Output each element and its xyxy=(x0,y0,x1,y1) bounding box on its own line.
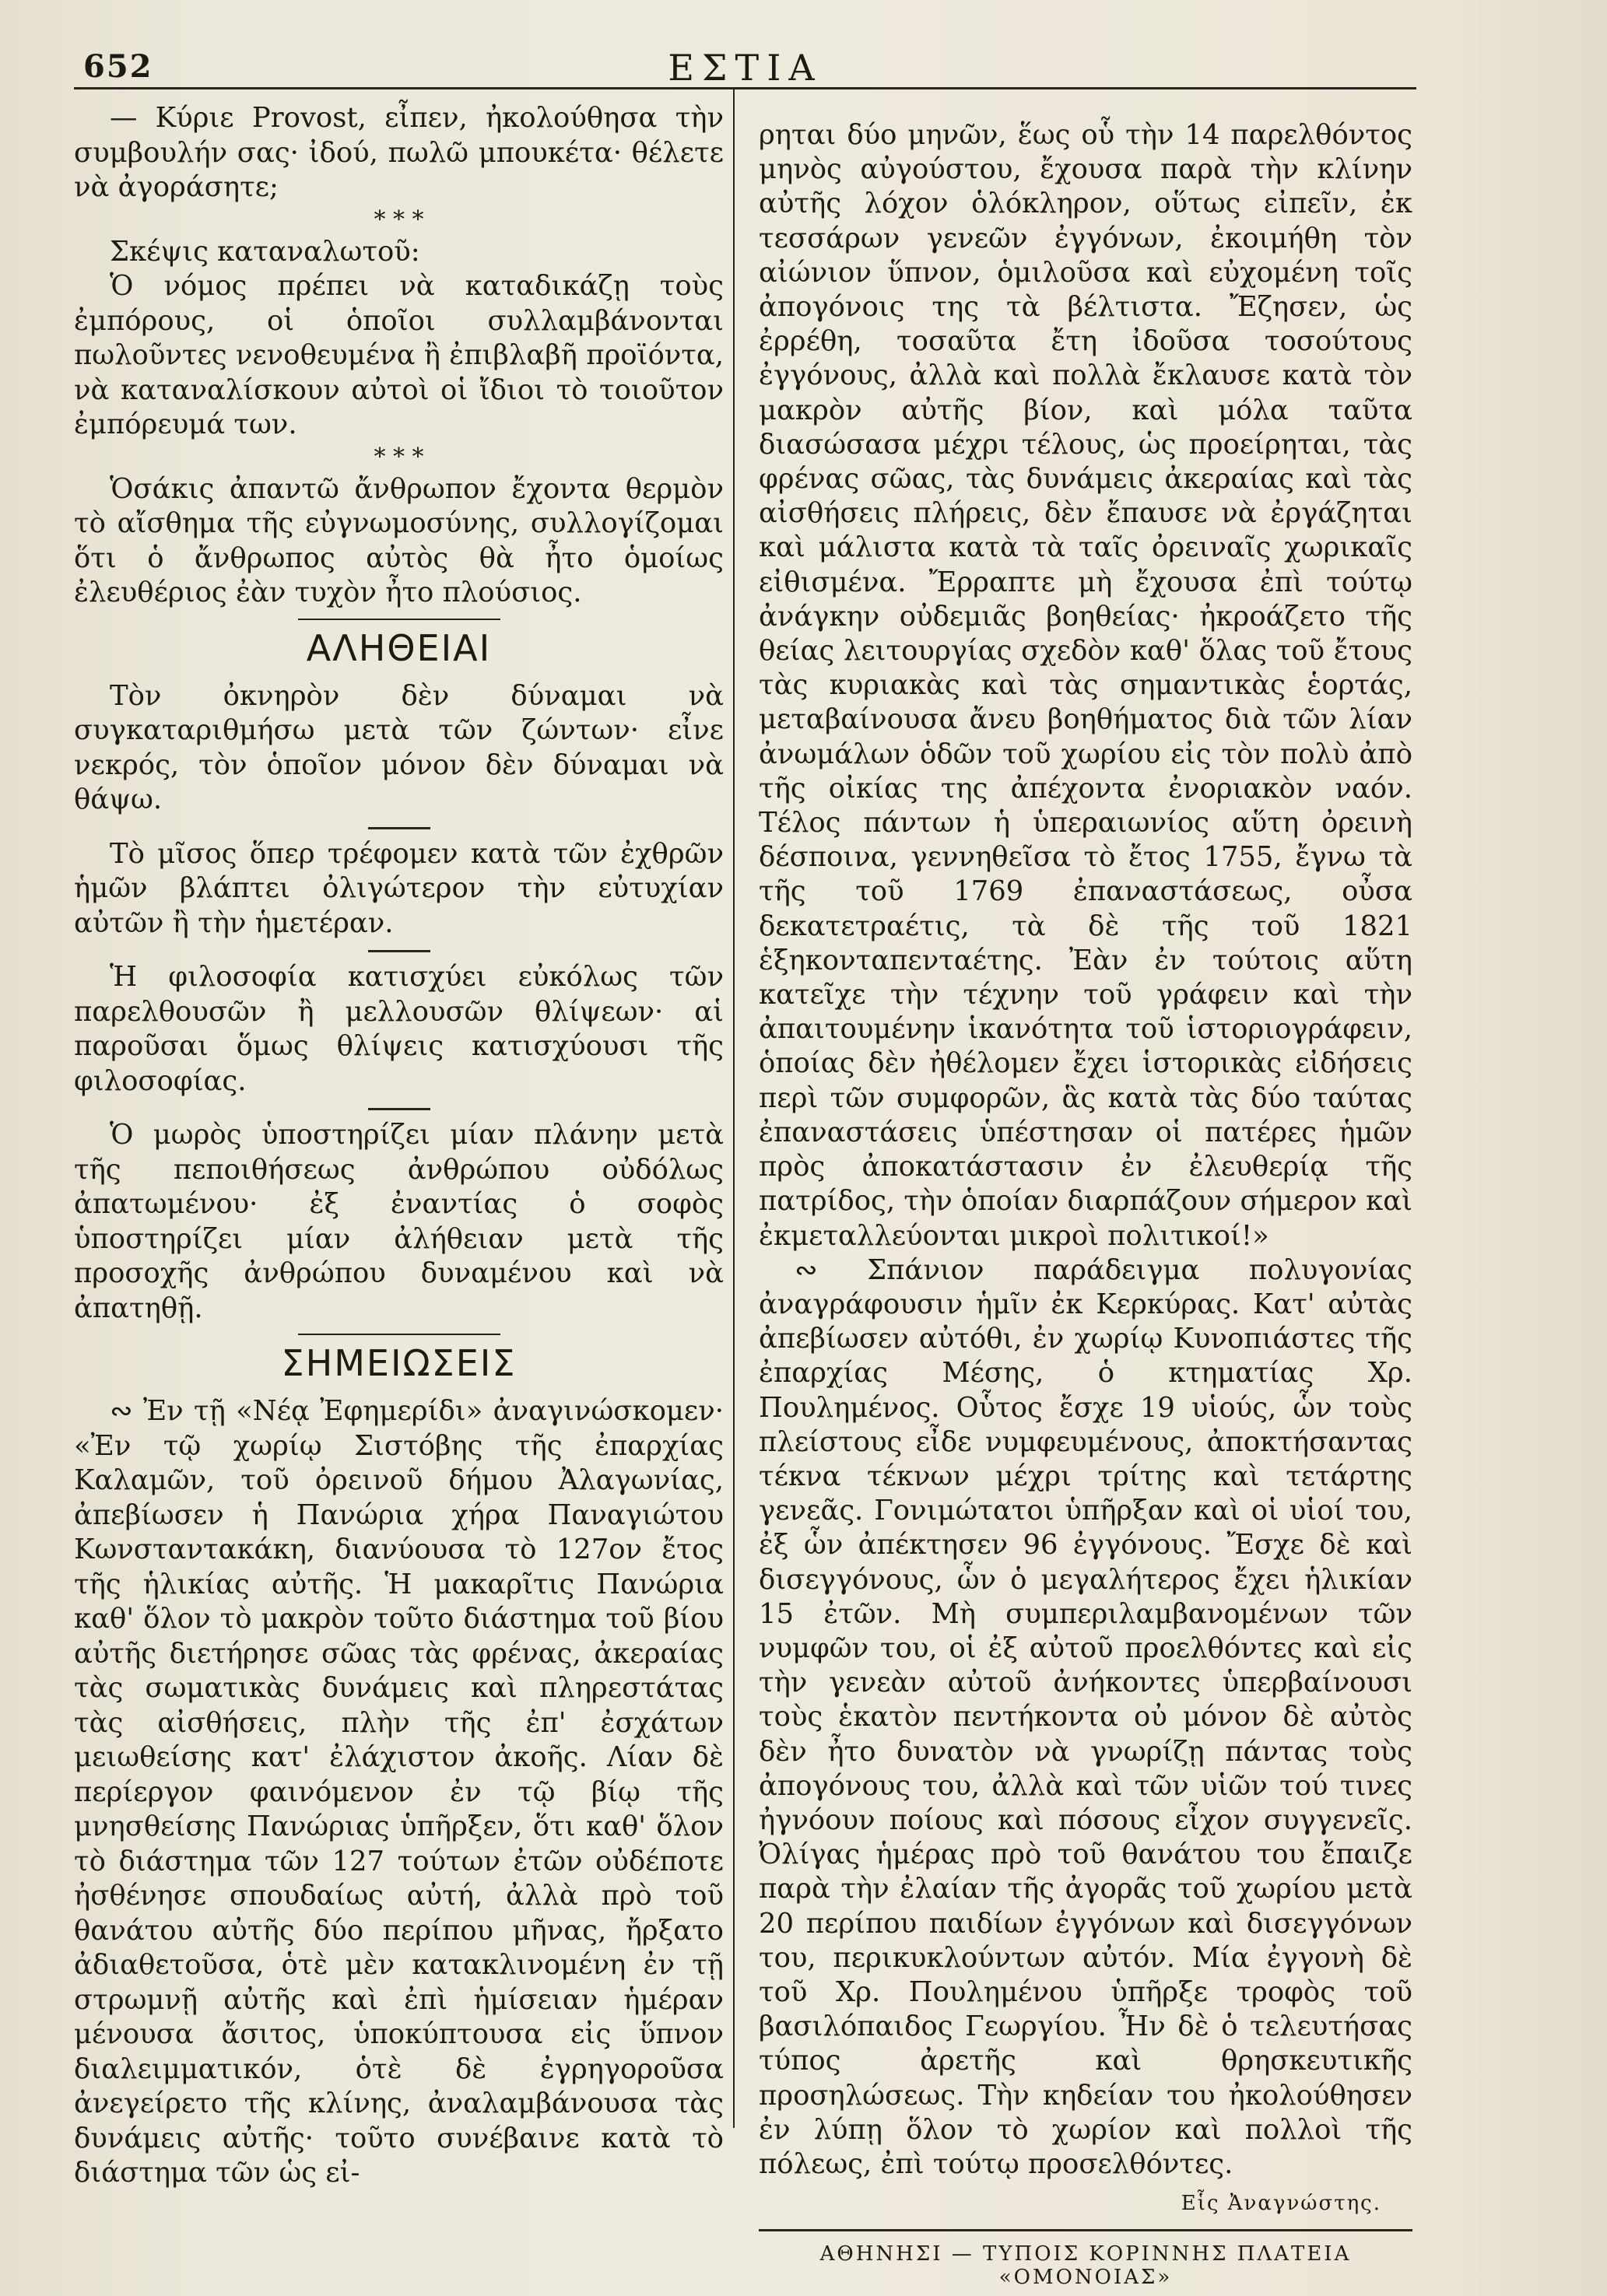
page-number: 652 xyxy=(83,48,153,85)
aphorism-paragraph: Ὁσάκις ἀπαντῶ ἄνθρωπον ἔχοντα θερμὸν τὸ αἴσθημα τῆς εὐγνωμοσύνης, συλλογίζομαι ὅτι ὁ ἄνθρωπος αὐτὸς θὰ ἦτο ὁμοίως ἐλευθέριος ἐὰν τυχὸν ἦτο πλούσιος. xyxy=(74,472,724,608)
column-divider xyxy=(733,89,735,2128)
note-paragraph: ∾ Ἐν τῇ «Νέᾳ Ἐφημερίδι» ἀναγινώσκομεν· «Ἐν τῷ χωρίῳ Σιστόβης τῆς ἐπαρχίας Καλαμῶν, τοῦ ὀρεινοῦ δήμου Ἀλαγωνίας, ἀπεβίωσεν ἡ Πανώρια χήρα Παναγιώτου Κωνσταντακάκη, διανύουσα τὸ 127ον ἔτος τῆς ἡλικίας αὐτῆς. Ἡ μακαρῖτις Πανώρια καθ' ὅλον τὸ μακρὸν τοῦτο διάστημα τοῦ βίου αὐτῆς διετήρησε σῶας τὰς φρένας, ἀκεραίας τὰς σωματικὰς δυνάμεις καὶ πληρεστάτας τὰς αἰσθήσεις, πλὴν τῆς ἐπ' ἐσχάτων μειωθείσης κατ' ἐλάχιστον ἀκοῆς. Λίαν δὲ περίεργον φαινόμενον ἐν τῷ βίῳ τῆς μνησθείσης Πανώριας ὑπῆρξεν, ὅτι καθ' ὅλον τὸ διάστημα τῶν 127 τούτων ἐτῶν οὐδέποτε ἠσθένησε σπουδαίως αὐτή, ἀλλὰ πρὸ τοῦ θανάτου αὐτῆς δύο περίπου μῆνας, ἤρξατο ἀδιαθετοῦσα, ὁτὲ μὲν κατακλινομένη ἐν τῇ στρωμνῇ αὐτῆς καὶ ἐπὶ ἡμίσειαν ἡμέραν μένουσα ἄσιτος, ὑποκύπτουσα εἰς ὕπνον διαλειμματικόν, ὁτὲ δὲ ἐγρηγοροῦσα ἀνεγείρετο τῆς κλίνης, ἀναλαμβάνουσα τὰς δυνάμεις αὐτῆς· τοῦτο συνέβαινε κατὰ τὸ διάστημα τῶν ὡς εἰ- xyxy=(74,1395,724,2189)
section-asterisks: * * * xyxy=(374,443,424,471)
right-column xyxy=(759,118,1412,2221)
page-header xyxy=(74,40,1416,89)
section-title-notes: ΣΗΜΕΙΩΣΕΙΣ xyxy=(281,1342,517,1384)
section-rule xyxy=(298,1334,500,1335)
short-rule xyxy=(368,950,430,952)
aphorism-paragraph: Ὁ νόμος πρέπει νὰ καταδικάζῃ τοὺς ἐμπόρους, οἱ ὁποῖοι συλλαμβάνονται πωλοῦντες νενοθευμένα ἢ ἐπιβλαβῆ προϊόντα, νὰ καταναλίσκουν αὐτοὶ οἱ ἴδιοι τὸ τοιοῦτον ἐμπόρευμά των. xyxy=(74,270,724,440)
aphorism-heading: Σκέψις καταναλωτοῦ: xyxy=(110,235,420,268)
section-rule xyxy=(298,619,500,620)
short-rule xyxy=(368,1108,430,1110)
printer-imprint: ΑΘΗΝΗΣΙ — ΤΥΠΟΙΣ ΚΟΡΙΝΝΗΣ ΠΛΑΤΕΙΑ «ΟΜΟΝΟΙΑΣ» xyxy=(759,2229,1412,2289)
signature: Εἷς Ἀναγνώστης. xyxy=(1181,2192,1381,2216)
section-title-truths: ΑΛΗΘΕΙΑΙ xyxy=(306,626,492,669)
journal-title: ΕΣΤΙΑ xyxy=(668,47,823,89)
short-rule xyxy=(368,827,430,829)
note-paragraph: ∾ Σπάνιον παράδειγμα πολυγονίας ἀναγράφουσιν ἡμῖν ἐκ Κερκύρας. Κατ' αὐτὰς ἀπεβίωσεν αὐτόθι, ἐν χωρίῳ Κυνοπιάστες τῆς ἐπαρχίας Μέσης, ὁ κτηματίας Χρ. Πουλημένος. Οὗτος ἔσχε 19 υἱούς, ὧν τοὺς πλείστους εἶδε νυμφευμένους, ἀποκτήσαντας τέκνα τέκνων μέχρι τρίτης καὶ τετάρτης γενεᾶς. Γονιμώτατοι ὑπῆρξαν καὶ οἱ υἱοί του, ἐξ ὧν ἀπέκτησεν 96 ἐγγόνους. Ἔσχε δὲ καὶ δισεγγόνους, ὧν ὁ μεγαλήτερος ἔχει ἡλικίαν 15 ἐτῶν. Μὴ συμπεριλαμβανομένων τῶν νυμφῶν του, οἱ ἐξ αὐτοῦ προελθόντες καὶ εἰς τὴν γενεὰν αὐτοῦ ἀνήκοντες ὑπερβαίνουσι τοὺς ἑκατὸν πεντήκοντα οὐ μόνον δὲ αὐτὸς δὲν ἦτο δυνατὸν νὰ γνωρίζῃ πάντας τοὺς ἀπογόνους του, ἀλλὰ καὶ τῶν υἱῶν τού τινες ἠγνόουν ποίους καὶ πόσους εἶχον συγγενεῖς. Ὀλίγας ἡμέρας πρὸ τοῦ θανάτου του ἔπαιζε παρὰ τὴν ἐλαίαν τῆς ἀγορᾶς τοῦ χωρίου μετὰ 20 περίπου παιδίων ἐγγόνων καὶ δισεγγόνων του, περικυκλούντων αὐτόν. Μία ἐγγονὴ δὲ τοῦ Χρ. Πουλημένου ὑπῆρξε τροφὸς τοῦ βασιλόπαιδος Γεωργίου. Ἦν δὲ ὁ τελευτήσας τύπος ἀρετῆς καὶ θρησκευτικῆς προσηλώσεως. Τὴν κηδείαν του ἠκολούθησεν ἐν λύπῃ ὅλον τὸ χωρίον καὶ πολλοὶ τῆς πόλεως, ἐπὶ τούτῳ προσελθόντες. xyxy=(759,1253,1412,2180)
note-continuation: ρηται δύο μηνῶν, ἕως οὗ τὴν 14 παρελθόντος μηνὸς αὐγούστου, ἔχουσα παρὰ τὴν κλίνην αὐτῆς λόχον ὁλόκληρον, οὕτως εἰπεῖν, ἐκ τεσσάρων γενεῶν ἐγγόνων, ἐκοιμήθη τὸν αἰώνιον ὕπνον, ὁμιλοῦσα καὶ εὐχομένη τοῖς ἀπογόνοις της τὰ βέλτιστα. Ἔζησεν, ὡς ἐρρέθη, τοσαῦτα ἔτη ἰδοῦσα τοσούτους ἐγγόνους, ἀλλὰ καὶ πολλὰ ἔκλαυσε κατὰ τὸν μακρὸν αὐτῆς βίον, καὶ μόλα ταῦτα διασώσασα μέχρι τέλους, ὡς προείρηται, τὰς φρένας σῶας, τὰς δυνάμεις ἀκεραίας καὶ τὰς αἰσθήσεις πλήρεις, δὲν ἔπαυσε νὰ ἐργάζηται καὶ μάλιστα κατὰ τὰ ταῖς ὀρειναῖς χωρικαῖς εἰθισμένα. Ἔρραπτε μὴ ἔχουσα ἐπὶ τούτῳ ἀνάγκην οὐδεμιᾶς βοηθείας· ἠκροάζετο τῆς θείας λειτουργίας σχεδὸν καθ' ὅλας τοῦ ἔτους τὰς κυριακὰς καὶ τὰς σημαντικὰς ἑορτάς, μεταβαίνουσα ἄνευ βοηθήματος διὰ τῶν λίαν ἀνωμάλων ὁδῶν τοῦ χωρίου εἰς τὸν πολὺ ἀπὸ τῆς οἰκίας της ἀπέχοντα ἐνοριακὸν ναόν. Τέλος πάντων ἡ ὑπεραιωνίος αὕτη ὀρεινὴ δέσποινα, γεννηθεῖσα τὸ ἔτος 1755, ἔγνω τὰ τῆς τοῦ 1769 ἐπαναστάσεως, οὖσα δεκατετραέτις, τὰ δὲ τῆς τοῦ 1821 ἑξηκονταπενταέτης. Ἐὰν ἐν τούτοις αὕτη κατεῖχε τὴν τέχνην τοῦ γράφειν καὶ τὴν ἀπαιτουμένην ἱκανότητα τοῦ ἱστοριογράφειν, ὁποίας δὲν ἠθέλομεν ἔχει ἱστορικὰς εἰδήσεις περὶ τῶν συμφορῶν, ἃς κατὰ τὰς δύο ταύτας ἐπαναστάσεις ὑπέστησαν οἱ πατέρες ἡμῶν πρὸς ἀποκατάστασιν ἐν ἐλευθερίᾳ τῆς πατρίδος, τὴν ὁποίαν διαρπάζουν σήμερον καὶ ἐκμεταλλεύονται μικροὶ πολιτικοί!» xyxy=(759,119,1412,1252)
truth-paragraph: Τὸ μῖσος ὅπερ τρέφομεν κατὰ τῶν ἐχθρῶν ἡμῶν βλάπτει ὀλιγώτερον τὴν εὐτυχίαν αὐτῶν ἢ τὴν ἡμετέραν. xyxy=(74,837,724,939)
truth-paragraph: Ὁ μωρὸς ὑποστηρίζει μίαν πλάνην μετὰ τῆς πεποιθήσεως ἀνθρώπου οὐδόλως ἀπατωμένου· ἐξ ἐναντίας ὁ σοφὸς ὑποστηρίζει μίαν ἀλήθειαν μετὰ τῆς προσοχῆς ἀνθρώπου δυναμένου καὶ νὰ ἀπατηθῇ. xyxy=(74,1119,724,1324)
anecdote-paragraph: — Κύριε Provost, εἶπεν, ἠκολούθησα τὴν συμβουλήν σας· ἰδού, πωλῶ μπουκέτα· θέλετε νὰ ἀγοράσητε; xyxy=(74,102,724,203)
truth-paragraph: Τὸν ὀκνηρὸν δὲν δύναμαι νὰ συγκαταριθμήσω μετὰ τῶν ζώντων· εἶνε νεκρός, τὸν ὁποῖον μόνον δὲν δύναμαι νὰ θάψω. xyxy=(74,679,724,815)
left-column xyxy=(74,101,724,2191)
section-asterisks: * * * xyxy=(374,205,424,233)
truth-paragraph: Ἡ φιλοσοφία κατισχύει εὐκόλως τῶν παρελθουσῶν ἢ μελλουσῶν θλίψεων· αἱ παροῦσαι ὅμως θλίψεις κατισχύουσι τῆς φιλοσοφίας. xyxy=(74,961,724,1097)
